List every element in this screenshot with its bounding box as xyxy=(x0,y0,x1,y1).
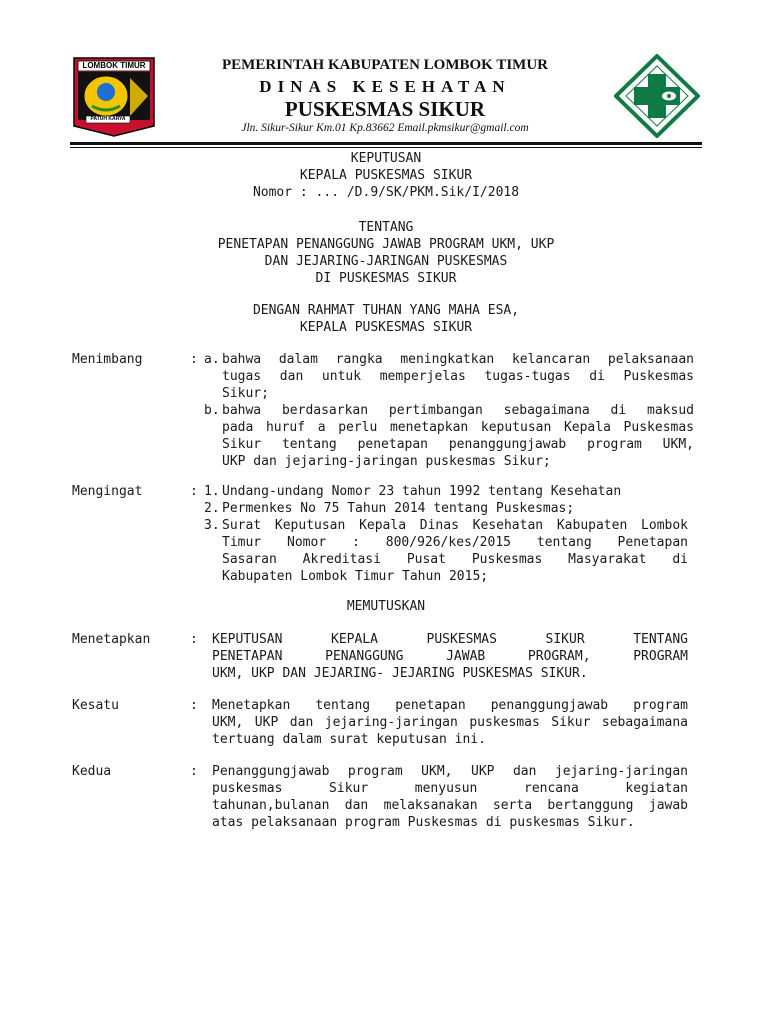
subject-line-2: DAN JEJARING-JARINGAN PUSKESMAS xyxy=(264,254,508,269)
kedua-colon: : xyxy=(190,764,198,779)
kesatu-colon: : xyxy=(190,698,198,713)
mengingat-1-text: Undang-undang Nomor 23 tahun 1992 tentang Kesehatan xyxy=(222,484,622,499)
mengingat-label: Mengingat xyxy=(72,484,143,499)
puskesmas-cross-icon xyxy=(614,54,700,138)
menimbang-b-line-4: UKP dan jejaring-jaringan puskesmas Sikur; xyxy=(222,454,551,469)
right-logo xyxy=(614,54,700,138)
menimbang-b-line-1: bahwa berdasarkan pertimbangan sebagaimana di maksud xyxy=(222,403,694,418)
menetapkan-line-3: UKM, UKP DAN JEJARING- JEJARING PUSKESMAS SIKUR. xyxy=(212,666,588,681)
menetapkan-line-2: PENETAPAN PENANGGUNG JAWAB PROGRAM, PROGRAM xyxy=(212,649,688,664)
menimbang-a-line-2: tugas dan untuk memperjelas tugas-tugas di Puskesmas xyxy=(222,369,694,384)
mengingat-3-line-1: Surat Keputusan Kepala Dinas Kesehatan Kabupaten Lombok xyxy=(222,518,688,533)
menimbang-label: Menimbang xyxy=(72,352,143,367)
menimbang-b-line-3: Sikur tentang penetapan penanggungjawab program UKM, xyxy=(222,437,694,452)
kesatu-label: Kesatu xyxy=(72,698,119,713)
menetapkan-line-1: KEPUTUSAN KEPALA PUSKESMAS SIKUR TENTANG xyxy=(212,632,688,647)
menetapkan-label: Menetapkan xyxy=(72,632,151,647)
menimbang-b-line-2: pada huruf a perlu menetapkan keputusan Kepala Puskesmas xyxy=(222,420,694,435)
subject-heading: TENTANG xyxy=(358,220,414,235)
menimbang-a-marker: a. xyxy=(204,352,220,367)
menetapkan-colon: : xyxy=(190,632,198,647)
header-address: Jln. Sikur-Sikur Km.01 Kp.83662 Email.pkmsikur@gmail.com xyxy=(241,122,529,134)
kedua-line-1: Penanggungjawab program UKM, UKP dan jejaring-jaringan xyxy=(212,764,688,779)
preamble-line-1: DENGAN RAHMAT TUHAN YANG MAHA ESA, xyxy=(252,303,520,318)
decree-title: KEPUTUSAN xyxy=(350,151,422,166)
letterhead-rule-thin xyxy=(70,147,702,148)
mengingat-3-line-2: Timur Nomor : 800/926/kes/2015 tentang Penetapan xyxy=(222,535,688,550)
mengingat-3-marker: 3. xyxy=(204,518,220,533)
kedua-line-3: tahunan,bulanan dan melaksanakan serta bertanggung jawab xyxy=(212,798,688,813)
menimbang-b-marker: b. xyxy=(204,403,220,418)
mengingat-2-text: Permenkes No 75 Tahun 2014 tentang Puskesmas; xyxy=(222,501,575,516)
subject-line-3: DI PUSKESMAS SIKUR xyxy=(315,271,457,286)
kedua-line-2: puskesmas Sikur menyusun rencana kegiatan xyxy=(212,781,688,796)
subject-line-1: PENETAPAN PENANGGUNG JAWAB PROGRAM UKM, UKP xyxy=(217,237,555,252)
decision-heading: MEMUTUSKAN xyxy=(346,599,426,614)
left-logo-top-text: LOMBOK TIMUR xyxy=(82,61,146,70)
mengingat-1-marker: 1. xyxy=(204,484,220,499)
header-agency: DINAS KESEHATAN xyxy=(259,77,511,96)
left-logo xyxy=(72,56,156,138)
mengingat-3-line-4: Kabupaten Lombok Timur Tahun 2015; xyxy=(222,569,489,584)
kesatu-line-3: tertuang dalam surat keputusan ini. xyxy=(212,732,486,747)
kedua-label: Kedua xyxy=(72,764,112,779)
mengingat-3-line-3: Sasaran Akreditasi Pusat Puskesmas Masyarakat di xyxy=(222,552,688,567)
menimbang-a-line-3: Sikur; xyxy=(222,386,269,401)
menimbang-a-line-1: bahwa dalam rangka meningkatkan kelancaran pelaksanaan xyxy=(222,352,694,367)
mengingat-colon: : xyxy=(190,484,198,499)
menimbang-colon: : xyxy=(190,352,198,367)
letterhead-rule-thick xyxy=(70,142,702,145)
header-facility: PUSKESMAS SIKUR xyxy=(284,97,486,121)
mengingat-2-marker: 2. xyxy=(204,501,220,516)
left-logo-bottom-text: PATUH KARYA xyxy=(90,116,126,122)
preamble-line-2: KEPALA PUSKESMAS SIKUR xyxy=(299,320,473,335)
decree-issuer: KEPALA PUSKESMAS SIKUR xyxy=(299,168,473,183)
header-government: PEMERINTAH KABUPATEN LOMBOK TIMUR xyxy=(222,57,548,73)
kesatu-line-2: UKM, UKP dan jejaring-jaringan puskesmas Sikur sebagaimana xyxy=(212,715,688,730)
kesatu-line-1: Menetapkan tentang penetapan penanggungjawab program xyxy=(212,698,688,713)
decree-number: Nomor : ... /D.9/SK/PKM.Sik/I/2018 xyxy=(252,185,520,200)
kedua-line-4: atas pelaksanaan program Puskesmas di puskesmas Sikur. xyxy=(212,815,635,830)
